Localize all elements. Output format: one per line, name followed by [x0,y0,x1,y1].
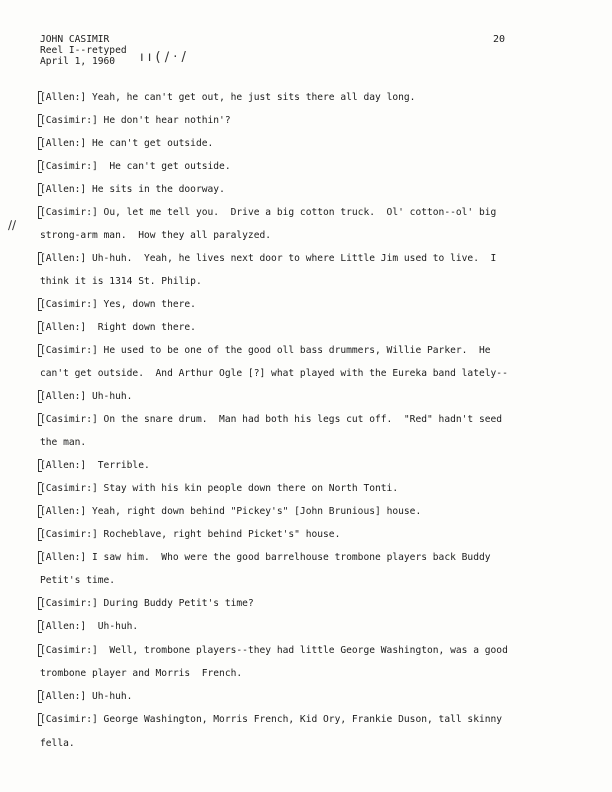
line-text: Uh-huh. [86,621,139,632]
line-text: Right down there. [86,322,196,333]
line-text: Petit's time. [40,575,116,586]
transcript-line [40,575,115,587]
header-date: April 1, 1960 [40,56,116,67]
speaker-label: [Allen:] [40,621,87,632]
transcript-line [40,714,502,726]
speaker-label: [Allen:] [40,138,87,149]
line-text: trombone player and Morris French. [40,668,243,679]
speaker-label: [Allen:] [40,322,87,333]
line-text: He can't get outside. [86,138,214,149]
transcript-line [40,207,496,219]
speaker-label: [Allen:] [40,253,87,264]
line-text: Yeah, right down behind "Pickey's" [John Brunious] house. [86,506,422,517]
transcript-line [40,322,196,334]
line-text: Uh-huh. [86,391,133,402]
line-text: Uh-huh. Yeah, he lives next door to where Little Jim used to live. I [86,253,497,264]
line-text: Uh-huh. [86,691,133,702]
line-text: He can't get outside. [97,161,231,172]
line-text: I saw him. Who were the good barrelhouse trombone players back Buddy [86,552,491,563]
speaker-label: [Casimir:] [40,161,98,172]
speaker-label: [Casimir:] [40,115,98,126]
transcript-line [40,368,508,380]
speaker-label: [Casimir:] [40,598,98,609]
speaker-label: [Allen:] [40,506,87,517]
line-text: Ou, let me tell you. Drive a big cotton truck. Ol' cotton--ol' big [97,207,497,218]
speaker-label: [Casimir:] [40,299,98,310]
line-text: During Buddy Petit's time? [97,598,254,609]
line-text: Terrible. [86,460,150,471]
line-text: He don't hear nothin'? [97,115,231,126]
transcript-line [40,276,202,288]
speaker-label: [Allen:] [40,691,87,702]
speaker-label: [Casimir:] [40,645,98,656]
speaker-label: [Allen:] [40,391,87,402]
transcript-line [40,138,213,150]
speaker-label: [Casimir:] [40,483,98,494]
transcript-line [40,92,415,104]
speaker-label: [Casimir:] [40,345,98,356]
line-text: think it is 1314 St. Philip. [40,276,202,287]
transcript-line [40,460,150,472]
transcript-line [40,598,254,610]
header-reel: Reel I--retyped [40,45,127,56]
transcript-line [40,115,231,127]
speaker-label: [Allen:] [40,92,87,103]
transcript-line [40,645,508,657]
transcript-line [40,506,421,518]
speaker-label: [Allen:] [40,460,87,471]
line-text: George Washington, Morris French, Kid Ory, Frankie Duson, tall skinny [97,714,503,725]
transcript-line [40,738,75,750]
speaker-label: [Allen:] [40,184,87,195]
transcript-line [40,621,138,633]
line-text: fella. [40,738,75,749]
transcript-line [40,414,502,426]
transcript-line [40,483,398,495]
transcript-line [40,529,340,541]
header-name: JOHN CASIMIR [40,34,110,45]
speaker-label: [Casimir:] [40,207,98,218]
margin-mark: ∕∕ [8,218,17,232]
transcript-line [40,691,132,703]
handwritten-mark: ı ı ( ∕ · / [140,50,186,65]
transcript-line [40,161,231,173]
line-text: On the snare drum. Man had both his legs cut off. "Red" hadn't seed [97,414,503,425]
line-text: the man. [40,437,87,448]
line-text: Well, trombone players--they had little George Washington, was a good [97,645,508,656]
transcript-line [40,552,491,564]
transcript-line [40,437,86,449]
line-text: Rocheblave, right behind Picket's" house. [97,529,341,540]
transcript-line [40,230,271,242]
speaker-label: [Allen:] [40,552,87,563]
transcript-line [40,391,132,403]
transcript-line [40,184,225,196]
line-text: He sits in the doorway. [86,184,225,195]
speaker-label: [Casimir:] [40,529,98,540]
transcript-line [40,299,196,311]
line-text: strong-arm man. How they all paralyzed. [40,230,272,241]
line-text: can't get outside. And Arthur Ogle [?] what played with the Eureka band lately-- [40,368,508,379]
line-text: Stay with his kin people down there on North Tonti. [97,483,399,494]
page-number: 20 [493,34,506,45]
speaker-label: [Casimir:] [40,414,98,425]
line-text: He used to be one of the good oll bass drummers, Willie Parker. He [97,345,491,356]
line-text: Yeah, he can't get out, he just sits there all day long. [86,92,416,103]
transcript-line [40,253,496,265]
transcript-line [40,345,491,357]
speaker-label: [Casimir:] [40,714,98,725]
line-text: Yes, down there. [97,299,196,310]
transcript-line [40,668,242,680]
